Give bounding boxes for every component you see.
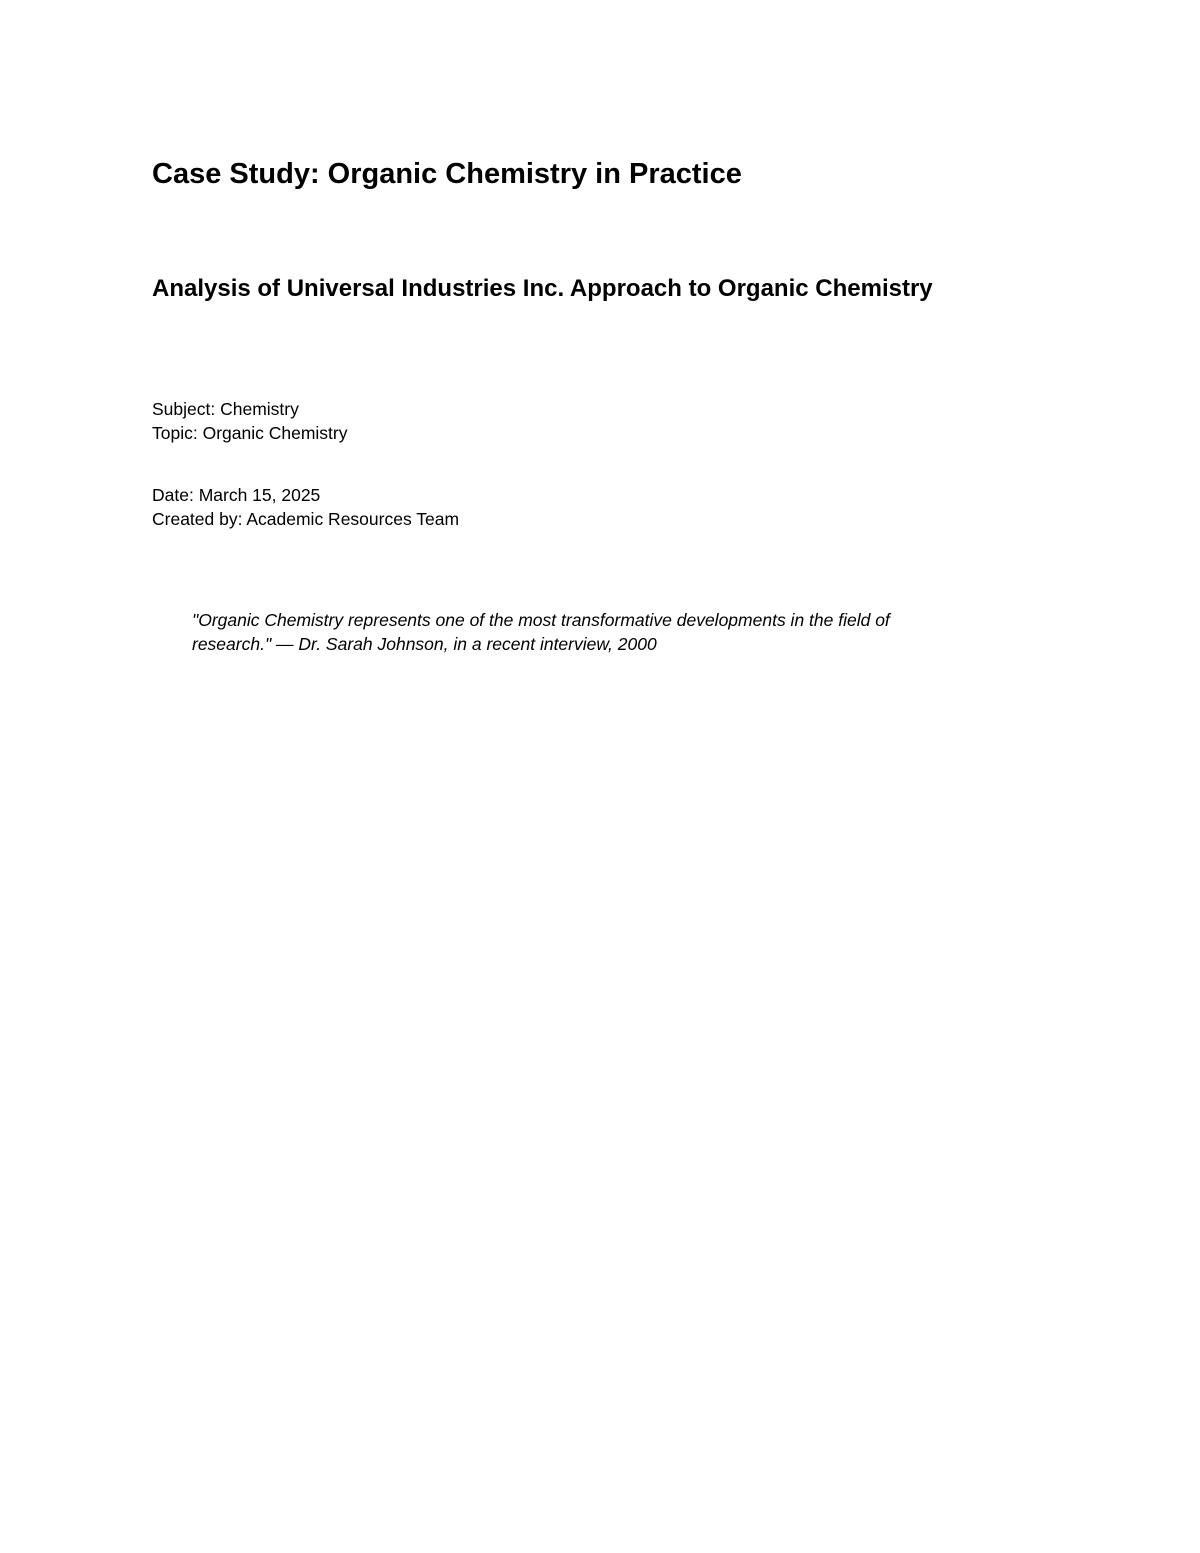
quote-line-1: "Organic Chemistry represents one of the most transformative developments in the field of [192, 610, 890, 630]
date-line: Date: March 15, 2025 [152, 485, 321, 505]
document-title: Case Study: Organic Chemistry in Practice [152, 158, 742, 190]
subject-line: Subject: Chemistry [152, 399, 299, 419]
quote-block [192, 608, 992, 656]
subject-topic-block [152, 397, 347, 445]
created-by-line: Created by: Academic Resources Team [152, 509, 460, 529]
topic-line: Topic: Organic Chemistry [152, 423, 348, 443]
date-author-block [152, 483, 459, 531]
quote-line-2: research." — Dr. Sarah Johnson, in a recent interview, 2000 [192, 634, 657, 654]
document-subtitle: Analysis of Universal Industries Inc. Approach to Organic Chemistry [152, 275, 933, 302]
